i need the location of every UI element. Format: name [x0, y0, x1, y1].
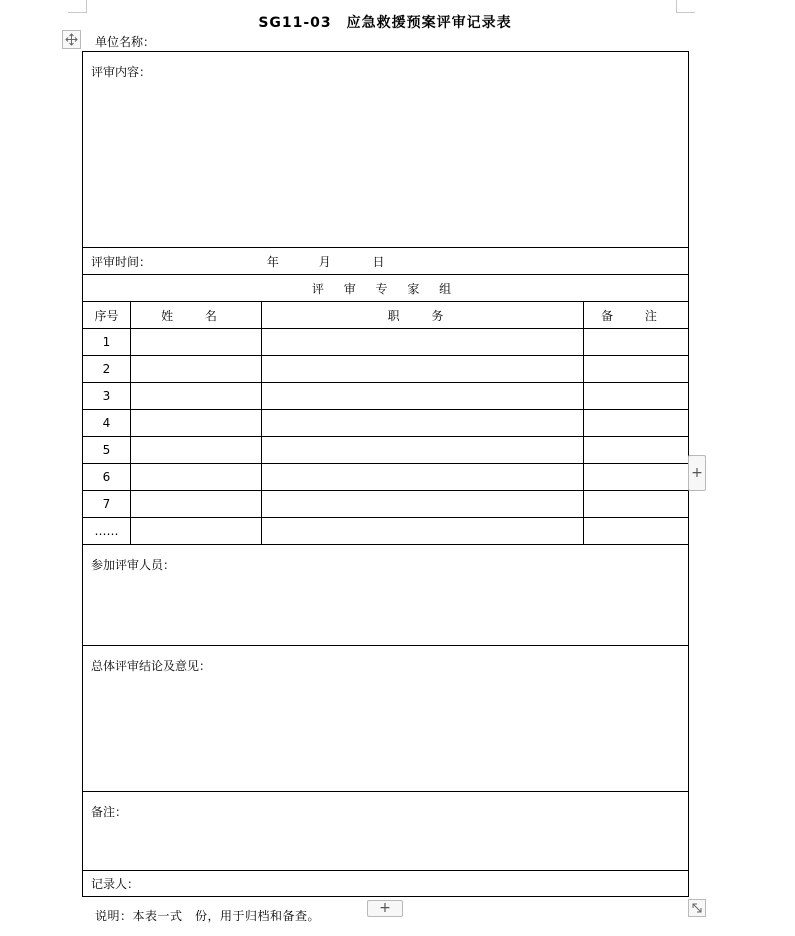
position-cell[interactable]	[262, 491, 584, 518]
table-row	[83, 491, 689, 518]
document-title: SG11-03 应急救援预案评审记录表	[258, 15, 512, 31]
row-number: 4	[83, 410, 131, 437]
table-row	[83, 518, 689, 545]
row-number: 5	[83, 437, 131, 464]
name-cell[interactable]	[131, 383, 262, 410]
name-cell[interactable]	[131, 410, 262, 437]
name-cell[interactable]	[131, 518, 262, 545]
position-cell[interactable]	[262, 464, 584, 491]
row-number: 1	[83, 329, 131, 356]
expert-group-header	[83, 275, 689, 302]
unit-name-label: 单位名称：	[95, 35, 156, 49]
row-number: 3	[83, 383, 131, 410]
month-label: 月	[318, 254, 331, 269]
row-number: 6	[83, 464, 131, 491]
review-content-cell[interactable]	[83, 52, 689, 248]
conclusion-cell[interactable]	[83, 646, 689, 792]
plus-icon: +	[379, 900, 391, 916]
table-row	[83, 383, 689, 410]
review-time-label: 评审时间：	[91, 254, 152, 269]
remark-cell[interactable]	[584, 356, 689, 383]
row-number: 2	[83, 356, 131, 383]
remark-cell[interactable]	[584, 329, 689, 356]
remarks-cell[interactable]	[83, 792, 689, 871]
remarks-label: 备注：	[91, 805, 128, 819]
move-icon	[65, 33, 78, 46]
remark-cell[interactable]	[584, 437, 689, 464]
expert-group-label: 评 审 专 家 组	[311, 281, 460, 296]
participants-cell[interactable]	[83, 545, 689, 646]
recorder-cell[interactable]	[83, 871, 689, 897]
row-number: ……	[83, 518, 131, 545]
column-header-seq: 序号	[83, 302, 131, 329]
table-resize-handle[interactable]	[688, 899, 706, 917]
year-label: 年	[266, 254, 279, 269]
remark-cell[interactable]	[584, 464, 689, 491]
table-row	[83, 329, 689, 356]
remark-cell[interactable]	[584, 410, 689, 437]
column-header-position: 职 务	[262, 302, 584, 329]
name-cell[interactable]	[131, 464, 262, 491]
table-move-handle[interactable]	[62, 30, 81, 49]
position-cell[interactable]	[262, 410, 584, 437]
remark-cell[interactable]	[584, 491, 689, 518]
column-header-remark: 备 注	[584, 302, 689, 329]
participants-label: 参加评审人员：	[91, 558, 176, 572]
table-row	[83, 437, 689, 464]
position-cell[interactable]	[262, 518, 584, 545]
recorder-label: 记录人：	[91, 877, 140, 891]
name-cell[interactable]	[131, 437, 262, 464]
position-cell[interactable]	[262, 437, 584, 464]
resize-icon	[691, 902, 703, 914]
name-cell[interactable]	[131, 491, 262, 518]
plus-icon: +	[691, 465, 703, 481]
name-cell[interactable]	[131, 329, 262, 356]
remark-cell[interactable]	[584, 383, 689, 410]
remark-cell[interactable]	[584, 518, 689, 545]
position-cell[interactable]	[262, 383, 584, 410]
table-row	[83, 410, 689, 437]
name-cell[interactable]	[131, 356, 262, 383]
row-number: 7	[83, 491, 131, 518]
position-cell[interactable]	[262, 356, 584, 383]
add-row-button[interactable]	[688, 455, 706, 491]
review-time-cell[interactable]	[83, 248, 689, 275]
conclusion-label: 总体评审结论及意见：	[91, 659, 212, 673]
footnote: 说明：本表一式 份，用于归档和备查。	[95, 909, 321, 923]
day-label: 日	[372, 254, 385, 269]
column-header-name: 姓 名	[131, 302, 262, 329]
position-cell[interactable]	[262, 329, 584, 356]
table-row	[83, 356, 689, 383]
table-row	[83, 464, 689, 491]
review-content-label: 评审内容：	[91, 65, 152, 79]
review-record-table	[82, 51, 689, 897]
add-column-button[interactable]	[367, 900, 403, 917]
